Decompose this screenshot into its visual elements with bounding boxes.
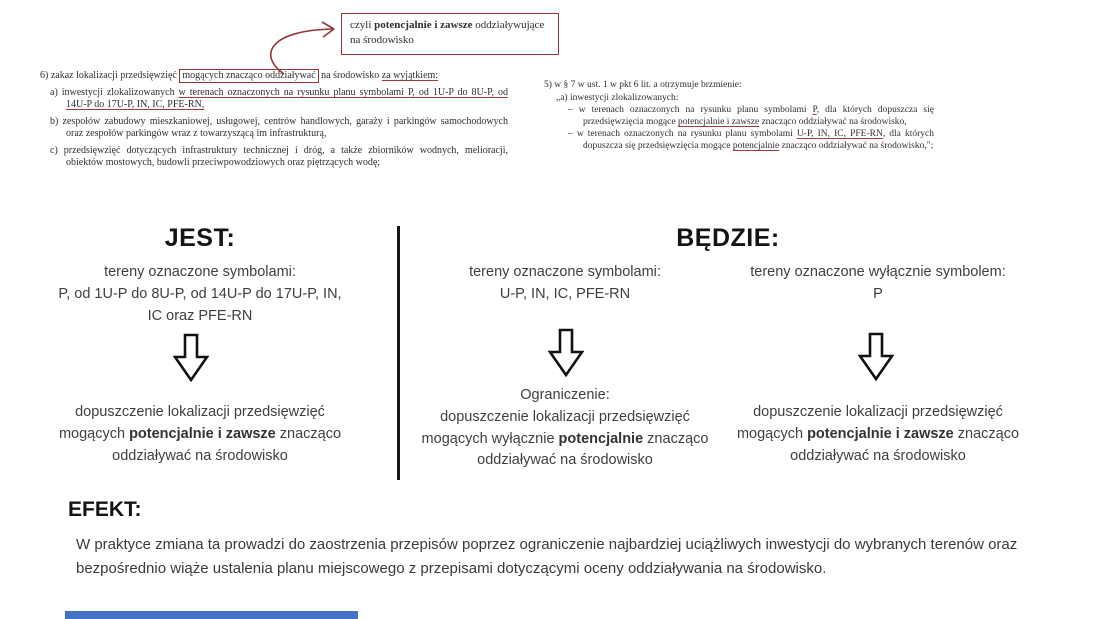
item-a-pre: a) inwestycji zlokalizowanych [50,87,179,98]
bedzie-col2-desc-line3: oddziaływać na środowisko [790,447,966,464]
bedzie-col1-desc-line2 [420,429,710,451]
jest-desc-line3: oddziaływać na środowisko [112,447,288,464]
jest-desc-line2 [35,424,365,446]
jest-symbols-line3: IC oraz PFE-RN [147,307,253,324]
bedzie-col1-symbols-line2: U-P, IN, IC, PFE-RN [499,285,631,302]
left-document-excerpt [40,70,508,174]
right-doc-sub-a: „a) inwestycji zlokalizowanych: [556,92,679,103]
bullet1-seg2: , dla których dopuszcza się przedsięwzięcia mogące [583,105,934,127]
bullet2-seg1: – w terenach oznaczonych na rysunku planu symbolami [568,129,797,140]
item-a-underlined: w terenach oznaczonych na rysunku planu symbolami P, od 1U-P do 8U-P, od 14U-P do 17U-P, IN, IC, PFE-RN, [66,87,509,110]
point6-underlined: za wyjątkiem: [381,70,439,81]
callout-box [341,13,559,55]
left-doc-item-c: c) przedsięwzięć dotyczących infrastruktury technicznej i dróg, a także zbiorników wodnych, melioracji, obiektów mostowych, budowli przeciwpowodziowych oraz piętrzących wodę; [50,145,508,168]
bottom-accent-bar [65,611,358,619]
bullet1-seg3: znacząco oddziaływać na środowisko, [759,116,907,127]
jest-symbols-line2: P, od 1U-P do 8U-P, od 14U-P do 17U-P, IN, [58,285,342,302]
bullet1-seg1: – w terenach oznaczonych na rysunku planu symbolami [568,105,813,116]
bullet1-underline-phrase: potencjalnie i zawsze [677,116,760,127]
jest-symbols [35,262,365,327]
right-doc-bullet-1 [568,105,934,128]
bullet1-underline-P: P [812,105,817,116]
jest-desc-line2-bold: potencjalnie i zawsze [129,425,276,442]
jest-header: JEST: [164,224,236,252]
right-doc-point5: 5) w § 7 w ust. 1 w pkt 6 lit. a otrzymuje brzmienie: [544,80,742,90]
vertical-divider [397,226,400,480]
bedzie-col2-desc-line1: dopuszczenie lokalizacji przedsięwzięć [753,404,1003,420]
jest-symbols-line1: tereny oznaczone symbolami: [104,264,296,280]
bedzie-col1-symbols [430,262,700,306]
bedzie-header: BĘDZIE: [676,224,780,252]
bedzie-col1-symbols-line1: tereny oznaczone symbolami: [469,264,661,280]
bedzie-col2-symbols [730,262,1026,306]
bedzie-col2-desc-line2 [730,424,1026,446]
efekt-text: W praktyce zmiana ta prowadzi do zaostrzenia przepisów poprzez ograniczenie najbardziej uciążliwych inwestycji do wybranych terenów oraz bezpośrednio wiąże ustalenia planu miejscowego z przepisami dotyczącymi oceny oddziaływania na środowisko. [76,536,1018,577]
bedzie-col2-symbols-line2: P [873,285,883,302]
left-doc-item-b: b) zespołów zabudowy mieszkaniowej, usługowej, centrów handlowych, garaży i parkingów samochodowych oraz zespołów parkingów wraz z towarzyszącą im infrastrukturą, [50,116,508,139]
callout-text-pre: czyli [350,19,375,31]
bullet2-seg2: , dla których dopuszcza się przedsięwzięcia mogące [583,129,934,151]
bedzie-col1-desc-line3: oddziaływać na środowisko [477,452,653,469]
bullet2-seg3: znacząco oddziaływać na środowisko,"; [779,140,934,151]
right-doc-bullet-2 [568,129,934,152]
callout-text-post: oddziaływujące na środowisko [350,19,545,47]
point6-mid: na środowisko [318,70,382,81]
jest-description [35,402,365,467]
bedzie-col2-symbols-line1: tereny oznaczone wyłącznie symbolem: [750,264,1006,280]
bedzie-col2-desc-line2-post: znacząco [953,425,1020,442]
bedzie-col1-desc-line0: Ograniczenie: [520,387,610,403]
jest-desc-line2-pre: mogących [58,425,130,442]
left-doc-point6 [40,70,508,82]
bedzie-col1-desc-line2-bold: potencjalnie [558,430,644,447]
point6-text: 6) zakaz lokalizacji przedsięwzięć [40,70,180,81]
right-document-excerpt [536,80,934,153]
bedzie-col2-desc-line2-pre: mogących [736,425,808,442]
bedzie-col1-desc-line2-post: znacząco [643,430,709,447]
bedzie-col1-desc-line1: dopuszczenie lokalizacji przedsięwzięć [440,408,690,425]
bullet2-underline-phrase: potencjalnie [732,140,780,151]
bedzie-col1-desc-line2-pre: mogących wyłącznie [421,430,559,447]
down-arrow-icon [173,333,209,383]
left-doc-item-a [50,87,508,111]
jest-desc-line1: dopuszczenie lokalizacji przedsięwzięć [75,404,325,420]
point6-boxed-phrase: mogących znacząco oddziaływać [179,69,318,83]
bullet2-underline-symbols: U-P, IN, IC, PFE-RN [796,129,883,140]
bedzie-col1-description [420,385,710,472]
down-arrow-icon [858,332,894,382]
efekt-header: EFEKT: [68,498,142,521]
bedzie-col2-desc-line2-bold: potencjalnie i zawsze [807,425,954,442]
down-arrow-icon [548,328,584,378]
callout-text-bold: potencjalnie i zawsze [374,19,473,31]
jest-desc-line2-post: znacząco [275,425,342,442]
bedzie-col2-description [730,402,1026,467]
